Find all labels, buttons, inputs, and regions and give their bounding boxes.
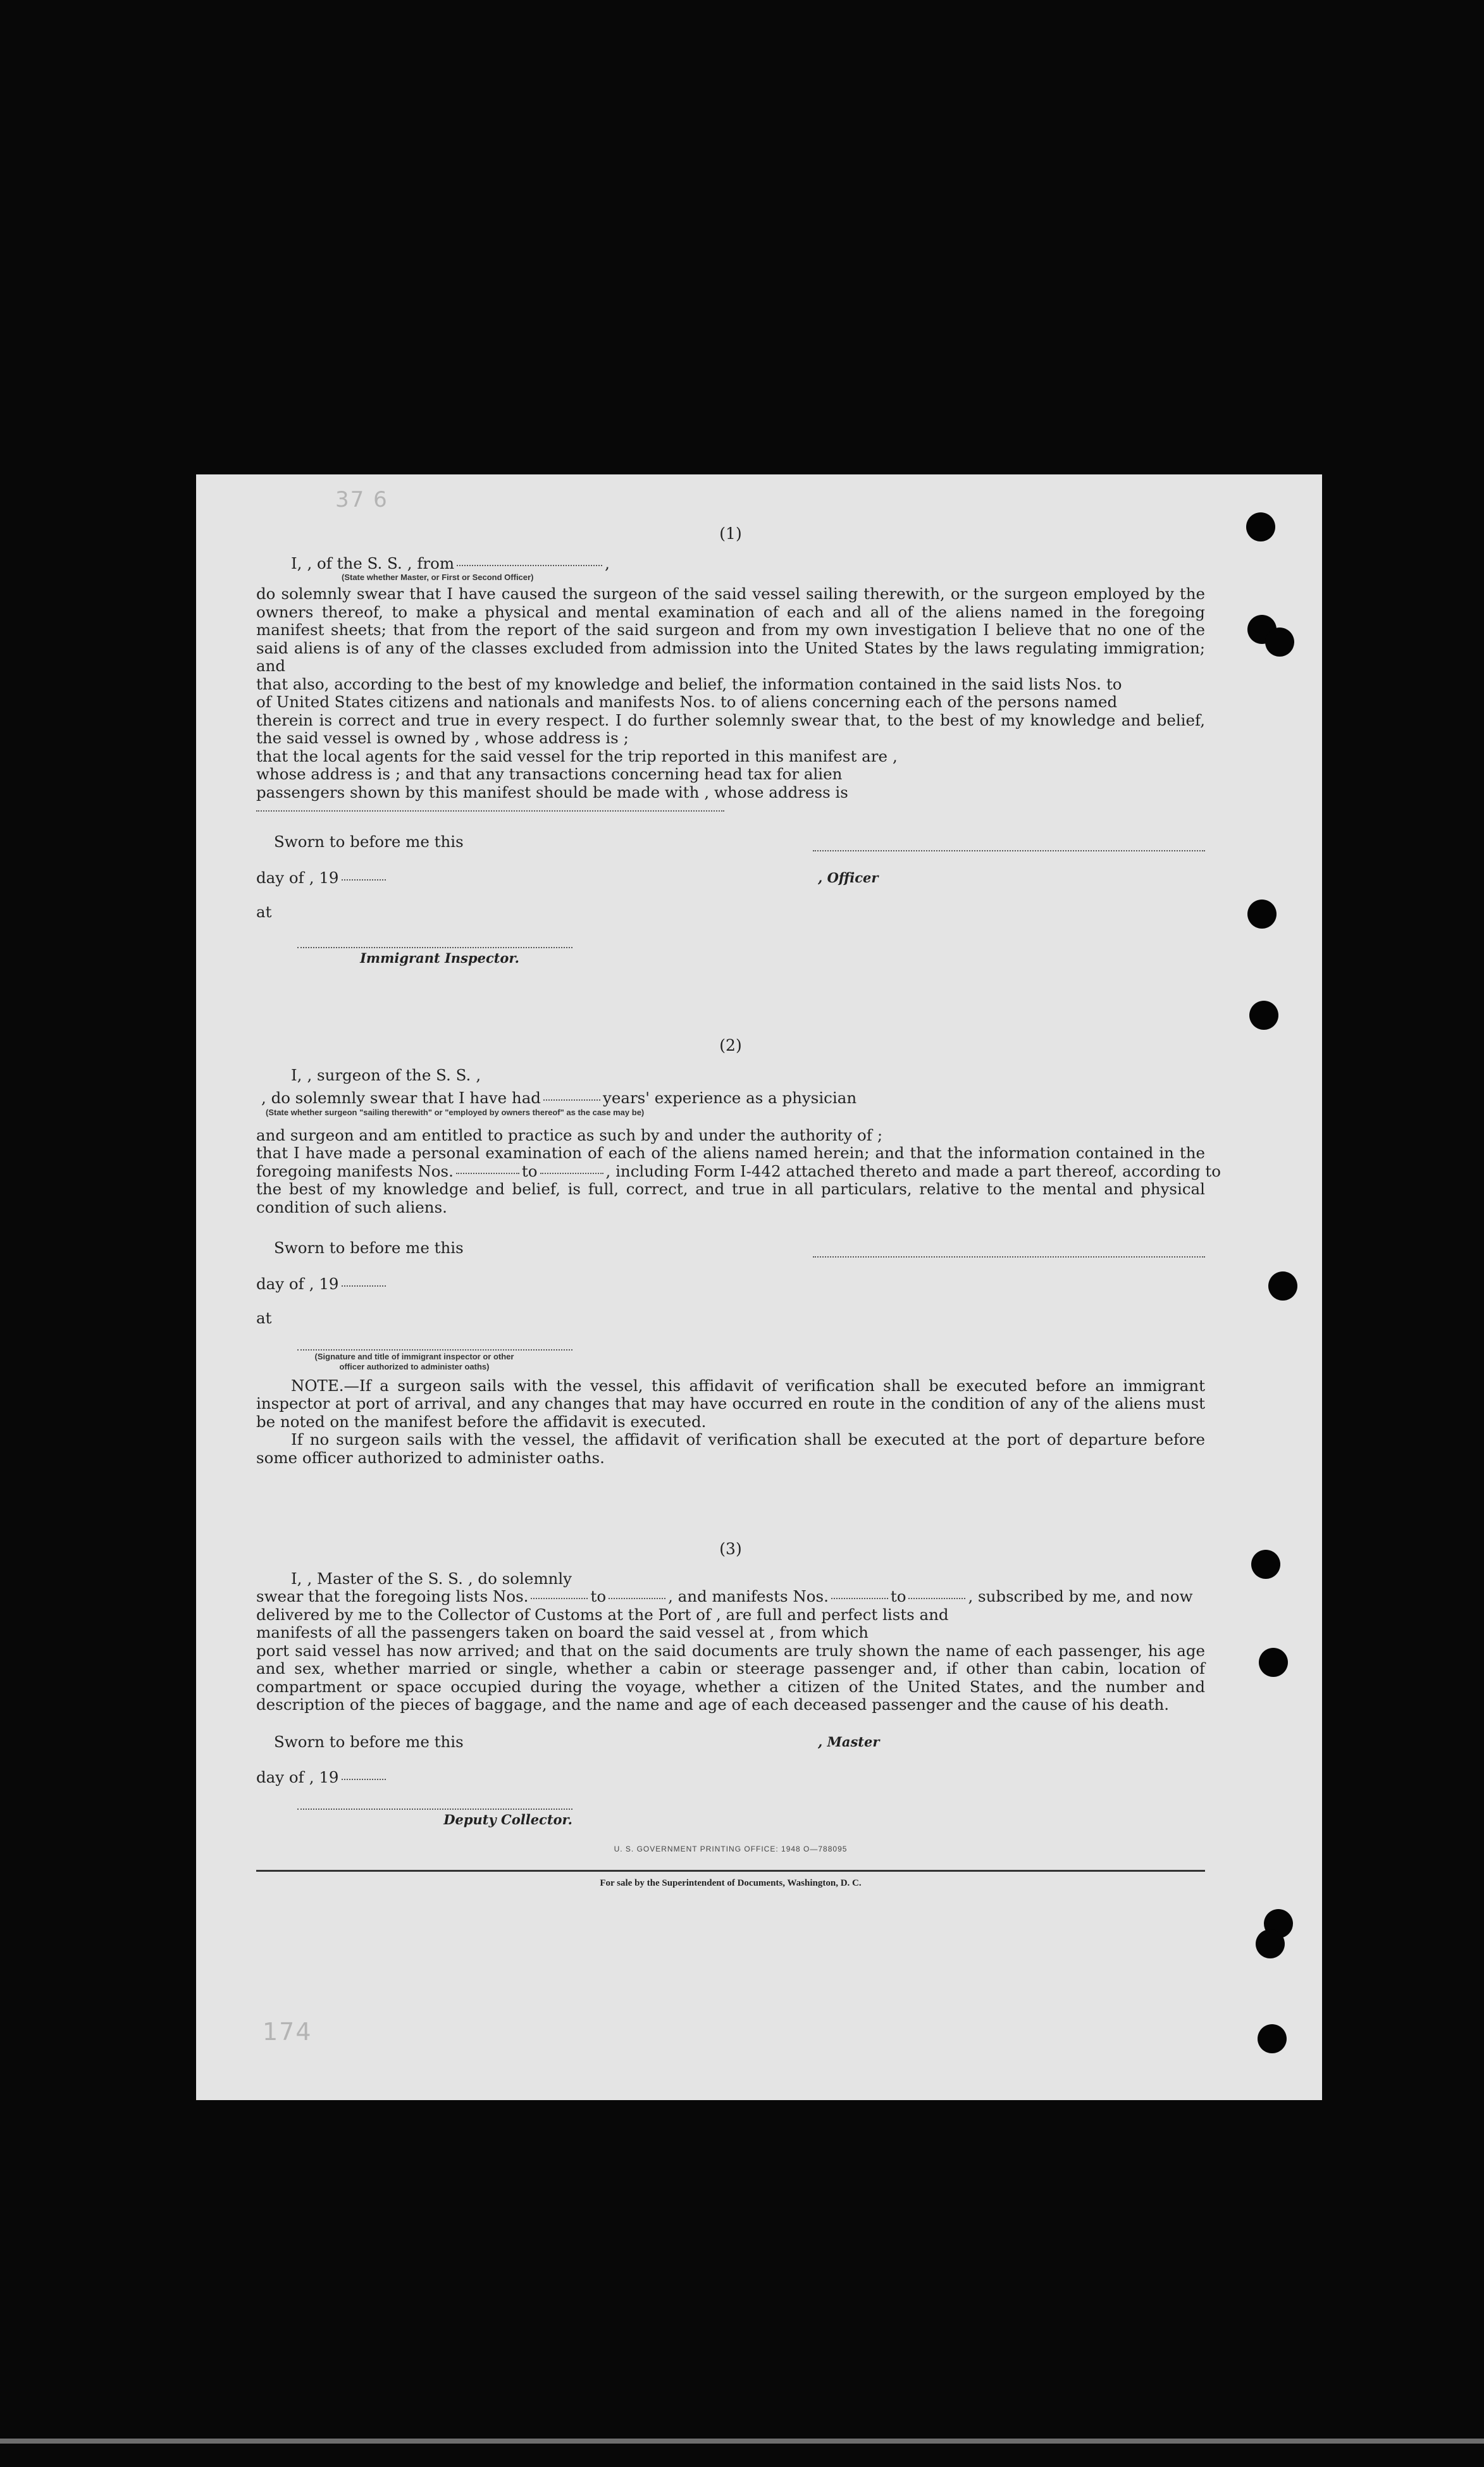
collector-signature-line[interactable] — [297, 1809, 572, 1810]
surgeon-note-paragraph — [256, 1377, 1205, 1431]
section-3-line-2: swear that the foregoing lists Nos. to , and manifests Nos. to , subscribed by me, and now — [256, 1587, 1193, 1605]
at-line-1: at — [256, 903, 272, 921]
immigrant-inspector-label: Immigrant Inspector. — [360, 949, 519, 966]
day-of-line-1: day of , 19 — [256, 869, 572, 887]
at-line-2: at — [256, 1309, 272, 1327]
punch-hole — [1249, 1001, 1278, 1030]
blank-field-manifests-from-2[interactable] — [456, 1173, 519, 1174]
signature-title-note: (Signature and title of immigrant inspector or other officer authorized to administer oaths) — [314, 1351, 514, 1371]
pencil-mark-top: 37 6 — [335, 487, 388, 512]
blank-field-year-3[interactable] — [342, 1779, 386, 1780]
sworn-line-2: Sworn to before me this — [274, 1239, 464, 1257]
surgeon-signature-line[interactable] — [813, 1256, 1205, 1258]
document-body — [256, 524, 1221, 1892]
footer-rule — [256, 1870, 1205, 1872]
scanner-edge-strip — [0, 2439, 1484, 2444]
section-3-line-3: delivered by me to the Collector of Customs at the Port of , are full and perfect lists and — [256, 1605, 949, 1624]
punch-hole — [1265, 628, 1294, 657]
section-3-number: (3) — [719, 1540, 742, 1558]
note-label: NOTE. — [291, 1376, 344, 1395]
blank-field-year-1[interactable] — [342, 879, 386, 881]
surgeon-note: (State whether surgeon "sailing therewith" or "employed by owners thereof" as the case may be) — [266, 1107, 645, 1117]
section-1-passengers-line: passengers shown by this manifest should be made with , whose address is — [256, 782, 848, 801]
section-1-number: (1) — [719, 524, 742, 543]
blank-field-manifests-to-3[interactable] — [908, 1598, 965, 1599]
day-of-line-2: day of , 19 — [256, 1275, 572, 1294]
blank-field-year-2[interactable] — [342, 1285, 386, 1287]
section-2-line-1: I, , surgeon of the S. S. , — [291, 1065, 481, 1084]
section-1-agents-line: that the local agents for the said vessel for the trip reported in this manifest are , — [256, 746, 898, 765]
punch-hole — [1268, 1271, 1297, 1301]
blank-field-lists-to-3[interactable] — [609, 1598, 665, 1599]
sworn-line-3: Sworn to before me this — [274, 1732, 464, 1751]
section-1-whose-line: whose address is ; and that any transactions concerning head tax for alien — [256, 765, 843, 783]
blank-field-manifests-from-3[interactable] — [831, 1598, 888, 1599]
punch-hole — [1246, 512, 1275, 541]
deputy-collector-label: Deputy Collector. — [443, 1811, 572, 1827]
section-2-line-4: that I have made a personal examination of each of the aliens named herein; and that the information contained in the — [256, 1144, 1205, 1162]
officer-note: (State whether Master, or First or Second Officer) — [342, 572, 534, 582]
punch-hole — [1259, 1648, 1288, 1677]
section-2-number: (2) — [719, 1036, 742, 1054]
master-label: , Master — [818, 1733, 880, 1750]
punch-hole — [1256, 1929, 1285, 1958]
section-3-body: port said vessel has now arrived; and that on the said documents are truly shown the name of each passenger, his age and sex, whether married or single, whether a cabin or steerage passenger and, if other than cabin, location of compartment or space occupied during the voyage, whether a citizen of the United States, and the number and description of the pieces of baggage, and the name and age of each deceased passenger and the cause of his death. — [256, 1641, 1205, 1714]
gpo-imprint: U. S. GOVERNMENT PRINTING OFFICE: 1948 O—788095 — [614, 1845, 848, 1853]
section-1-therein-line: therein is correct and true in every respect. I do further solemnly swear that, to the best of my knowledge and belief, — [256, 710, 1205, 729]
section-2-line-2: , do solemnly swear that I have had years' experience as a physician — [261, 1089, 857, 1107]
section-2-line-5: foregoing manifests Nos. to , including Form I-442 attached thereto and made a part thereof, according to — [256, 1161, 1221, 1180]
blank-field-port-from[interactable] — [457, 565, 602, 566]
section-2-line-6: the best of my knowledge and belief, is full, correct, and true in all particulars, relative to the mental and physical condition of such aliens. — [256, 1180, 1205, 1216]
punch-hole — [1247, 900, 1277, 929]
sworn-line-1: Sworn to before me this — [274, 832, 464, 851]
blank-field-head-tax-address[interactable] — [256, 810, 724, 812]
section-3-line-4: manifests of all the passengers taken on board the said vessel at , from which — [256, 1623, 869, 1642]
inspector-signature-line-2[interactable] — [297, 1349, 572, 1351]
no-surgeon-note: If no surgeon sails with the vessel, the affidavit of verification shall be executed at the port of departure before some officer authorized to administer oaths. — [256, 1430, 1205, 1467]
pencil-mark-bottom: 174 — [263, 2018, 312, 2046]
section-1-citizens-line: of United States citizens and nationals and manifests Nos. to of aliens concerning each of the persons named — [256, 693, 1118, 711]
blank-field-lists-from-3[interactable] — [531, 1598, 588, 1599]
day-of-line-3: day of , 19 — [256, 1769, 572, 1787]
section-1-body: do solemnly swear that I have caused the surgeon of the said vessel sailing therewith, or the surgeon employed by the owners thereof, to make a physical and mental examination of each and all of the aliens named in the foregoing manifest sheets; that from the report of the said surgeon and from my own investigation I believe that no one of the said aliens is of any of the classes excluded from admission into the United States by the laws regulating immigration; and — [256, 584, 1205, 675]
signature-line-1a[interactable] — [813, 850, 1205, 851]
punch-hole — [1258, 2024, 1287, 2053]
manifest-affidavit-page — [196, 474, 1322, 2100]
note-text: —If a surgeon sails with the vessel, this affidavit of verification shall be executed before an immigrant inspector at port of arrival, and any changes that may have occurred en route in the condition of any of the aliens must be noted on the manifest before the affidavit is executed. — [256, 1376, 1205, 1431]
section-1-owned-line: the said vessel is owned by , whose address is ; — [256, 729, 629, 747]
section-1-lists-line: that also, according to the best of my knowledge and belief, the information contained in the said lists Nos. to — [256, 674, 1122, 693]
blank-field-manifests-to-2[interactable] — [540, 1173, 603, 1174]
blank-field-years-experience[interactable] — [543, 1099, 600, 1101]
section-2-line-3: and surgeon and am entitled to practice as such by and under the authority of ; — [256, 1125, 883, 1144]
punch-hole — [1251, 1550, 1280, 1579]
for-sale-imprint: For sale by the Superintendent of Documents, Washington, D. C. — [600, 1877, 862, 1888]
officer-label: , Officer — [818, 869, 879, 886]
section-3-line-1: I, , Master of the S. S. , do solemnly — [291, 1569, 572, 1588]
inspector-signature-line[interactable] — [297, 947, 572, 948]
section-1-line-1: I, , of the S. S. , from , — [291, 553, 610, 572]
